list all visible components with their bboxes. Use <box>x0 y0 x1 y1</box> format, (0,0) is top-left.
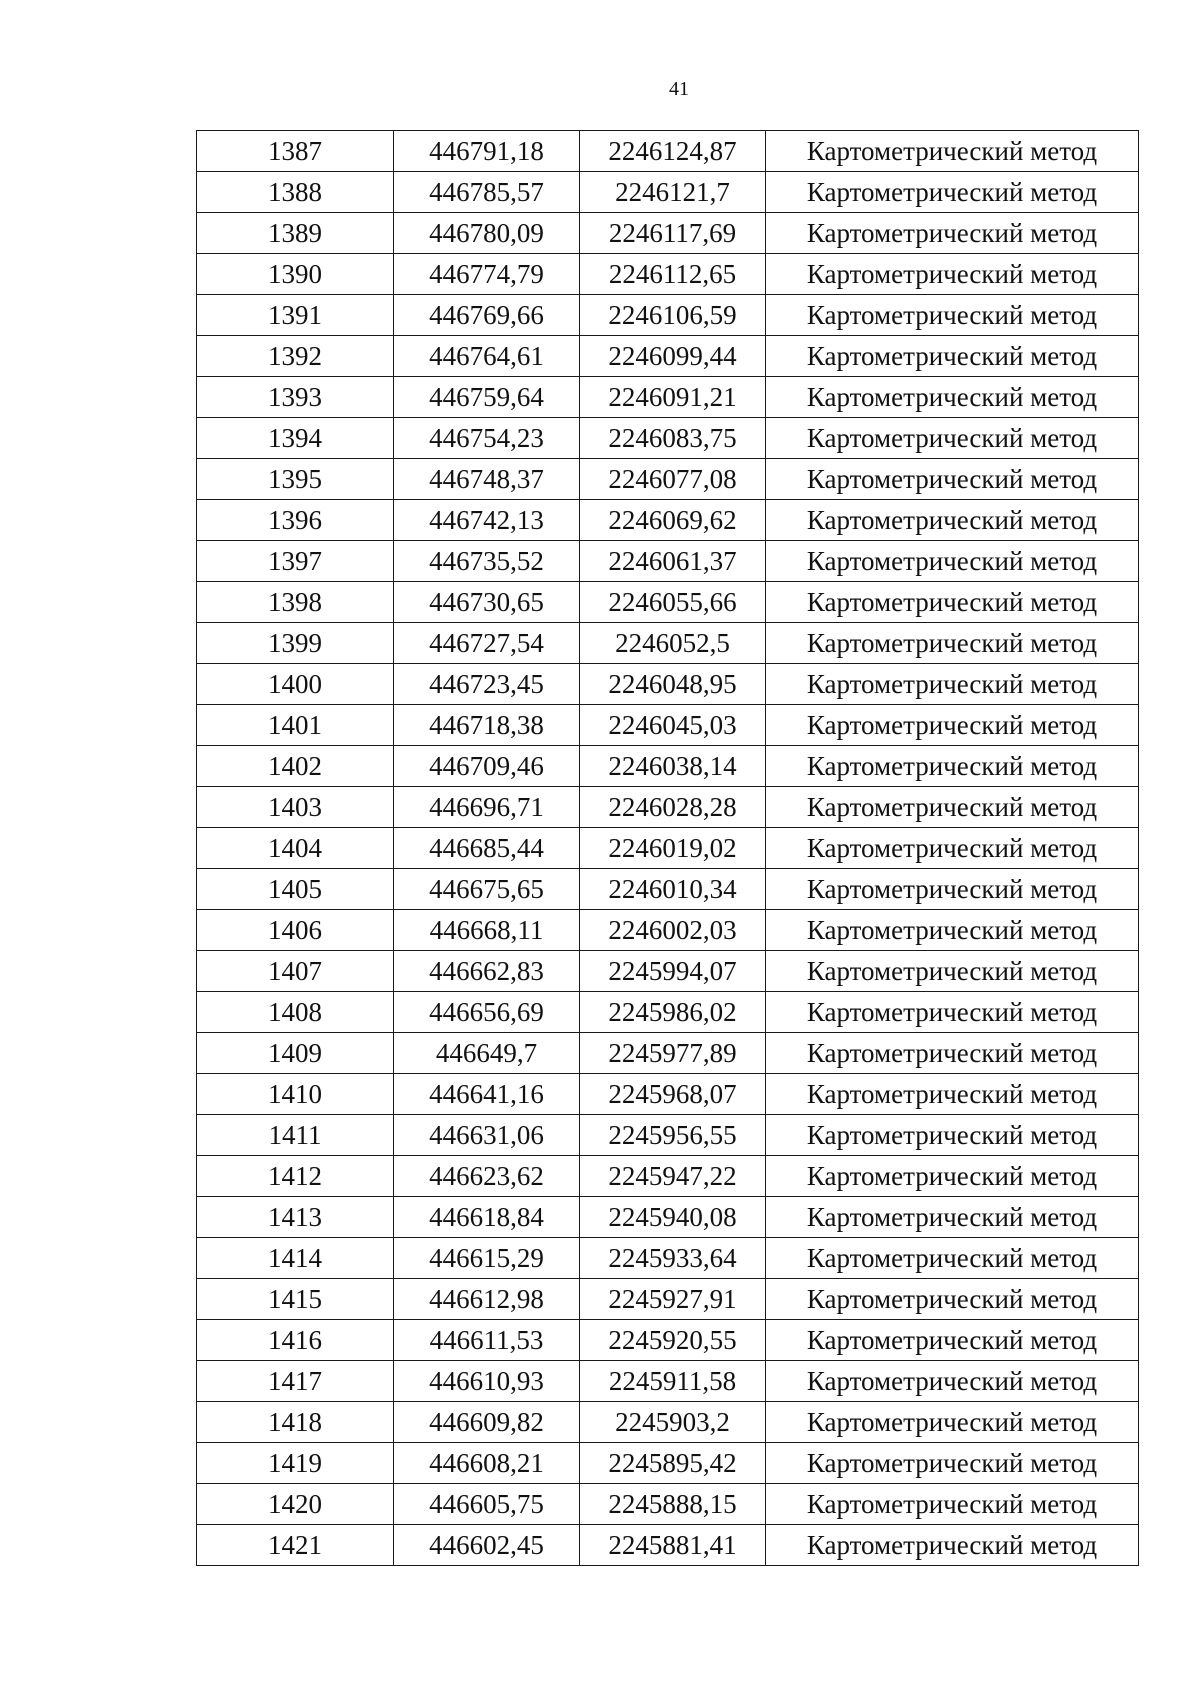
table-row <box>197 828 1139 869</box>
method-cell: Картометрический метод <box>766 787 1139 828</box>
table-row <box>197 623 1139 664</box>
y-coordinate-cell: 2246002,03 <box>580 910 766 951</box>
method-cell: Картометрический метод <box>766 1074 1139 1115</box>
method-cell: Картометрический метод <box>766 418 1139 459</box>
method-cell: Картометрический метод <box>766 1197 1139 1238</box>
table-row <box>197 869 1139 910</box>
point-number-cell: 1389 <box>197 213 394 254</box>
method-cell: Картометрический метод <box>766 582 1139 623</box>
x-coordinate-cell: 446748,37 <box>394 459 580 500</box>
x-coordinate-cell: 446675,65 <box>394 869 580 910</box>
table-row <box>197 1033 1139 1074</box>
point-number-cell: 1405 <box>197 869 394 910</box>
point-number-cell: 1395 <box>197 459 394 500</box>
x-coordinate-cell: 446754,23 <box>394 418 580 459</box>
x-coordinate-cell: 446759,64 <box>394 377 580 418</box>
x-coordinate-cell: 446723,45 <box>394 664 580 705</box>
y-coordinate-cell: 2246045,03 <box>580 705 766 746</box>
point-number-cell: 1398 <box>197 582 394 623</box>
point-number-cell: 1399 <box>197 623 394 664</box>
y-coordinate-cell: 2246061,37 <box>580 541 766 582</box>
y-coordinate-cell: 2246083,75 <box>580 418 766 459</box>
x-coordinate-cell: 446608,21 <box>394 1443 580 1484</box>
point-number-cell: 1390 <box>197 254 394 295</box>
method-cell: Картометрический метод <box>766 828 1139 869</box>
method-cell: Картометрический метод <box>766 869 1139 910</box>
point-number-cell: 1387 <box>197 131 394 172</box>
y-coordinate-cell: 2245881,41 <box>580 1525 766 1566</box>
table-row <box>197 254 1139 295</box>
table-row <box>197 746 1139 787</box>
table-row <box>197 1197 1139 1238</box>
table-row <box>197 910 1139 951</box>
table-row <box>197 1238 1139 1279</box>
point-number-cell: 1392 <box>197 336 394 377</box>
x-coordinate-cell: 446602,45 <box>394 1525 580 1566</box>
method-cell: Картометрический метод <box>766 1320 1139 1361</box>
point-number-cell: 1420 <box>197 1484 394 1525</box>
point-number-cell: 1410 <box>197 1074 394 1115</box>
point-number-cell: 1408 <box>197 992 394 1033</box>
x-coordinate-cell: 446742,13 <box>394 500 580 541</box>
method-cell: Картометрический метод <box>766 623 1139 664</box>
y-coordinate-cell: 2246052,5 <box>580 623 766 664</box>
point-number-cell: 1414 <box>197 1238 394 1279</box>
method-cell: Картометрический метод <box>766 910 1139 951</box>
y-coordinate-cell: 2245947,22 <box>580 1156 766 1197</box>
table-row <box>197 1361 1139 1402</box>
y-coordinate-cell: 2245888,15 <box>580 1484 766 1525</box>
point-number-cell: 1397 <box>197 541 394 582</box>
point-number-cell: 1396 <box>197 500 394 541</box>
y-coordinate-cell: 2245920,55 <box>580 1320 766 1361</box>
x-coordinate-cell: 446709,46 <box>394 746 580 787</box>
x-coordinate-cell: 446774,79 <box>394 254 580 295</box>
y-coordinate-cell: 2246069,62 <box>580 500 766 541</box>
x-coordinate-cell: 446735,52 <box>394 541 580 582</box>
y-coordinate-cell: 2246099,44 <box>580 336 766 377</box>
point-number-cell: 1412 <box>197 1156 394 1197</box>
y-coordinate-cell: 2245968,07 <box>580 1074 766 1115</box>
coordinates-table <box>196 130 1139 1566</box>
x-coordinate-cell: 446649,7 <box>394 1033 580 1074</box>
table-row <box>197 951 1139 992</box>
y-coordinate-cell: 2245903,2 <box>580 1402 766 1443</box>
x-coordinate-cell: 446769,66 <box>394 295 580 336</box>
x-coordinate-cell: 446662,83 <box>394 951 580 992</box>
y-coordinate-cell: 2245911,58 <box>580 1361 766 1402</box>
method-cell: Картометрический метод <box>766 746 1139 787</box>
point-number-cell: 1388 <box>197 172 394 213</box>
table-row <box>197 1156 1139 1197</box>
x-coordinate-cell: 446609,82 <box>394 1402 580 1443</box>
x-coordinate-cell: 446727,54 <box>394 623 580 664</box>
table-row <box>197 1074 1139 1115</box>
point-number-cell: 1393 <box>197 377 394 418</box>
x-coordinate-cell: 446656,69 <box>394 992 580 1033</box>
point-number-cell: 1411 <box>197 1115 394 1156</box>
x-coordinate-cell: 446618,84 <box>394 1197 580 1238</box>
point-number-cell: 1409 <box>197 1033 394 1074</box>
method-cell: Картометрический метод <box>766 1238 1139 1279</box>
y-coordinate-cell: 2245994,07 <box>580 951 766 992</box>
method-cell: Картометрический метод <box>766 1115 1139 1156</box>
method-cell: Картометрический метод <box>766 664 1139 705</box>
y-coordinate-cell: 2245933,64 <box>580 1238 766 1279</box>
x-coordinate-cell: 446612,98 <box>394 1279 580 1320</box>
method-cell: Картометрический метод <box>766 951 1139 992</box>
method-cell: Картометрический метод <box>766 705 1139 746</box>
y-coordinate-cell: 2245986,02 <box>580 992 766 1033</box>
method-cell: Картометрический метод <box>766 1279 1139 1320</box>
method-cell: Картометрический метод <box>766 1402 1139 1443</box>
point-number-cell: 1404 <box>197 828 394 869</box>
coordinates-table-body <box>197 131 1139 1566</box>
table-row <box>197 459 1139 500</box>
method-cell: Картометрический метод <box>766 500 1139 541</box>
point-number-cell: 1417 <box>197 1361 394 1402</box>
table-row <box>197 1279 1139 1320</box>
table-row <box>197 1115 1139 1156</box>
table-row <box>197 336 1139 377</box>
table-row <box>197 1525 1139 1566</box>
x-coordinate-cell: 446615,29 <box>394 1238 580 1279</box>
table-row <box>197 500 1139 541</box>
x-coordinate-cell: 446785,57 <box>394 172 580 213</box>
x-coordinate-cell: 446791,18 <box>394 131 580 172</box>
method-cell: Картометрический метод <box>766 377 1139 418</box>
y-coordinate-cell: 2246055,66 <box>580 582 766 623</box>
point-number-cell: 1418 <box>197 1402 394 1443</box>
table-row <box>197 1443 1139 1484</box>
y-coordinate-cell: 2246124,87 <box>580 131 766 172</box>
x-coordinate-cell: 446685,44 <box>394 828 580 869</box>
point-number-cell: 1421 <box>197 1525 394 1566</box>
y-coordinate-cell: 2246112,65 <box>580 254 766 295</box>
y-coordinate-cell: 2246121,7 <box>580 172 766 213</box>
y-coordinate-cell: 2246091,21 <box>580 377 766 418</box>
method-cell: Картометрический метод <box>766 254 1139 295</box>
point-number-cell: 1413 <box>197 1197 394 1238</box>
table-row <box>197 1402 1139 1443</box>
y-coordinate-cell: 2246028,28 <box>580 787 766 828</box>
y-coordinate-cell: 2245956,55 <box>580 1115 766 1156</box>
page-number: 41 <box>669 78 689 100</box>
y-coordinate-cell: 2245977,89 <box>580 1033 766 1074</box>
x-coordinate-cell: 446780,09 <box>394 213 580 254</box>
x-coordinate-cell: 446610,93 <box>394 1361 580 1402</box>
table-row <box>197 541 1139 582</box>
x-coordinate-cell: 446631,06 <box>394 1115 580 1156</box>
x-coordinate-cell: 446641,16 <box>394 1074 580 1115</box>
y-coordinate-cell: 2246106,59 <box>580 295 766 336</box>
point-number-cell: 1403 <box>197 787 394 828</box>
y-coordinate-cell: 2245940,08 <box>580 1197 766 1238</box>
table-row <box>197 172 1139 213</box>
method-cell: Картометрический метод <box>766 1361 1139 1402</box>
x-coordinate-cell: 446605,75 <box>394 1484 580 1525</box>
point-number-cell: 1419 <box>197 1443 394 1484</box>
table-row <box>197 1320 1139 1361</box>
x-coordinate-cell: 446764,61 <box>394 336 580 377</box>
table-row <box>197 213 1139 254</box>
point-number-cell: 1391 <box>197 295 394 336</box>
table-row <box>197 705 1139 746</box>
table-row <box>197 1484 1139 1525</box>
method-cell: Картометрический метод <box>766 992 1139 1033</box>
method-cell: Картометрический метод <box>766 131 1139 172</box>
y-coordinate-cell: 2245927,91 <box>580 1279 766 1320</box>
y-coordinate-cell: 2245895,42 <box>580 1443 766 1484</box>
table-row <box>197 418 1139 459</box>
method-cell: Картометрический метод <box>766 295 1139 336</box>
point-number-cell: 1402 <box>197 746 394 787</box>
method-cell: Картометрический метод <box>766 459 1139 500</box>
table-row <box>197 295 1139 336</box>
method-cell: Картометрический метод <box>766 541 1139 582</box>
point-number-cell: 1400 <box>197 664 394 705</box>
method-cell: Картометрический метод <box>766 1484 1139 1525</box>
table-row <box>197 131 1139 172</box>
table-row <box>197 377 1139 418</box>
y-coordinate-cell: 2246048,95 <box>580 664 766 705</box>
method-cell: Картометрический метод <box>766 336 1139 377</box>
x-coordinate-cell: 446611,53 <box>394 1320 580 1361</box>
y-coordinate-cell: 2246010,34 <box>580 869 766 910</box>
x-coordinate-cell: 446730,65 <box>394 582 580 623</box>
x-coordinate-cell: 446668,11 <box>394 910 580 951</box>
y-coordinate-cell: 2246117,69 <box>580 213 766 254</box>
y-coordinate-cell: 2246077,08 <box>580 459 766 500</box>
table-row <box>197 582 1139 623</box>
table-row <box>197 787 1139 828</box>
y-coordinate-cell: 2246038,14 <box>580 746 766 787</box>
point-number-cell: 1407 <box>197 951 394 992</box>
x-coordinate-cell: 446718,38 <box>394 705 580 746</box>
method-cell: Картометрический метод <box>766 1443 1139 1484</box>
point-number-cell: 1415 <box>197 1279 394 1320</box>
point-number-cell: 1416 <box>197 1320 394 1361</box>
x-coordinate-cell: 446696,71 <box>394 787 580 828</box>
point-number-cell: 1401 <box>197 705 394 746</box>
table-row <box>197 664 1139 705</box>
table-row <box>197 992 1139 1033</box>
method-cell: Картометрический метод <box>766 172 1139 213</box>
y-coordinate-cell: 2246019,02 <box>580 828 766 869</box>
method-cell: Картометрический метод <box>766 1525 1139 1566</box>
point-number-cell: 1406 <box>197 910 394 951</box>
method-cell: Картометрический метод <box>766 1156 1139 1197</box>
method-cell: Картометрический метод <box>766 1033 1139 1074</box>
x-coordinate-cell: 446623,62 <box>394 1156 580 1197</box>
point-number-cell: 1394 <box>197 418 394 459</box>
method-cell: Картометрический метод <box>766 213 1139 254</box>
